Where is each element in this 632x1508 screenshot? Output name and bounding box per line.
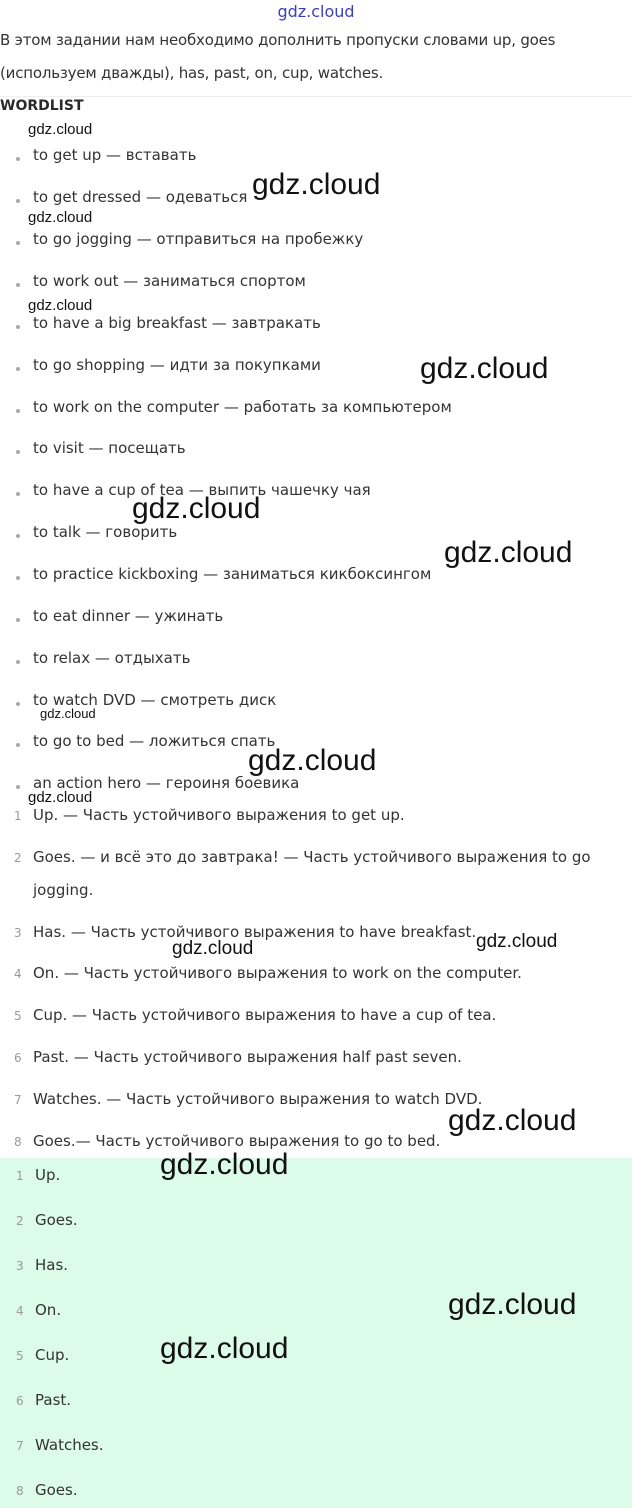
wordlist-item: to watch DVD — смотреть диск <box>33 691 277 709</box>
watermark: gdz.cloud <box>28 121 93 138</box>
wordlist-item: to work on the computer — работать за компьютером <box>33 398 452 416</box>
bullet-icon <box>16 785 20 789</box>
intro-text-line-2: (используем дважды), has, past, on, cup, watches. <box>0 64 384 82</box>
answer-number: 6 <box>16 1394 24 1408</box>
site-logo[interactable]: gdz.cloud <box>277 2 355 21</box>
explanation-text: Cup. — Часть устойчивого выражения to have a cup of tea. <box>33 1006 497 1024</box>
wordlist-item: to go jogging — отправиться на пробежку <box>33 230 364 248</box>
bullet-icon <box>16 283 20 287</box>
answer-number: 3 <box>16 1259 24 1273</box>
answer-number: 7 <box>16 1439 24 1453</box>
wordlist-item: to have a big breakfast — завтракать <box>33 314 321 332</box>
answer-number: 1 <box>16 1169 24 1183</box>
explanation-text-continuation: jogging. <box>33 881 94 899</box>
watermark: gdz.cloud <box>252 168 381 201</box>
answers-panel <box>0 1158 632 1508</box>
explanation-text: Up. — Часть устойчивого выражения to get up. <box>33 806 405 824</box>
bullet-icon <box>16 241 20 245</box>
explanation-text: Watches. — Часть устойчивого выражения to watch DVD. <box>33 1090 483 1108</box>
bullet-icon <box>16 576 20 580</box>
explanation-number: 3 <box>14 926 22 940</box>
divider <box>0 96 632 97</box>
bullet-icon <box>16 367 20 371</box>
bullet-icon <box>16 743 20 747</box>
answer-text: Goes. <box>35 1481 78 1499</box>
answer-text: Goes. <box>35 1211 78 1229</box>
wordlist-item: to get dressed — одеваться <box>33 188 248 206</box>
answer-number: 2 <box>16 1214 24 1228</box>
watermark: gdz.cloud <box>420 352 549 385</box>
bullet-icon <box>16 450 20 454</box>
answer-number: 4 <box>16 1304 24 1318</box>
watermark: gdz.cloud <box>40 706 96 721</box>
answer-text: On. <box>35 1301 62 1319</box>
answer-number: 5 <box>16 1349 24 1363</box>
wordlist-item: to eat dinner — ужинать <box>33 607 224 625</box>
explanation-number: 2 <box>14 851 22 865</box>
watermark: gdz.cloud <box>444 536 573 569</box>
intro-text-line-1: В этом задании нам необходимо дополнить пропуски словами up, goes <box>0 31 556 49</box>
answer-text: Watches. <box>35 1436 104 1454</box>
answer-text: Up. <box>35 1166 61 1184</box>
wordlist-item: to work out — заниматься спортом <box>33 272 306 290</box>
watermark: gdz.cloud <box>28 209 93 226</box>
wordlist-item: to have a cup of tea — выпить чашечку чая <box>33 481 371 499</box>
explanation-number: 4 <box>14 967 22 981</box>
explanation-number: 8 <box>14 1135 22 1149</box>
watermark: gdz.cloud <box>172 938 254 959</box>
bullet-icon <box>16 660 20 664</box>
watermark: gdz.cloud <box>160 1148 289 1181</box>
answer-text: Past. <box>35 1391 72 1409</box>
wordlist-item: an action hero — героиня боевика <box>33 774 300 792</box>
bullet-icon <box>16 157 20 161</box>
explanation-text: Past. — Часть устойчивого выражения half past seven. <box>33 1048 462 1066</box>
wordlist-title: WORDLIST <box>0 98 84 114</box>
watermark: gdz.cloud <box>448 1288 577 1321</box>
bullet-icon <box>16 409 20 413</box>
explanation-number: 7 <box>14 1093 22 1107</box>
explanation-text: Has. — Часть устойчивого выражения to have breakfast. <box>33 923 477 941</box>
explanation-number: 1 <box>14 809 22 823</box>
bullet-icon <box>16 702 20 706</box>
answer-text: Cup. <box>35 1346 70 1364</box>
bullet-icon <box>16 325 20 329</box>
bullet-icon <box>16 492 20 496</box>
wordlist-item: to go to bed — ложиться спать <box>33 732 276 750</box>
wordlist-item: to practice kickboxing — заниматься кикбоксингом <box>33 565 432 583</box>
wordlist-item: to get up — вставать <box>33 146 197 164</box>
watermark: gdz.cloud <box>448 1104 577 1137</box>
answer-number: 8 <box>16 1484 24 1498</box>
watermark: gdz.cloud <box>476 931 558 952</box>
watermark: gdz.cloud <box>160 1332 289 1365</box>
wordlist-item: to relax — отдыхать <box>33 649 191 667</box>
watermark: gdz.cloud <box>28 297 93 314</box>
watermark: gdz.cloud <box>28 789 93 806</box>
wordlist-item: to go shopping — идти за покупками <box>33 356 321 374</box>
explanation-text: Goes. — и всё это до завтрака! — Часть устойчивого выражения to go <box>33 848 591 866</box>
wordlist-item: to talk — говорить <box>33 523 178 541</box>
watermark: gdz.cloud <box>132 492 261 525</box>
bullet-icon <box>16 618 20 622</box>
explanation-text: Goes.— Часть устойчивого выражения to go to bed. <box>33 1132 441 1150</box>
bullet-icon <box>16 199 20 203</box>
explanation-text: On. — Часть устойчивого выражения to work on the computer. <box>33 964 522 982</box>
watermark: gdz.cloud <box>248 744 377 777</box>
explanation-number: 6 <box>14 1051 22 1065</box>
answer-text: Has. <box>35 1256 69 1274</box>
wordlist-item: to visit — посещать <box>33 439 186 457</box>
explanation-number: 5 <box>14 1009 22 1023</box>
bullet-icon <box>16 534 20 538</box>
